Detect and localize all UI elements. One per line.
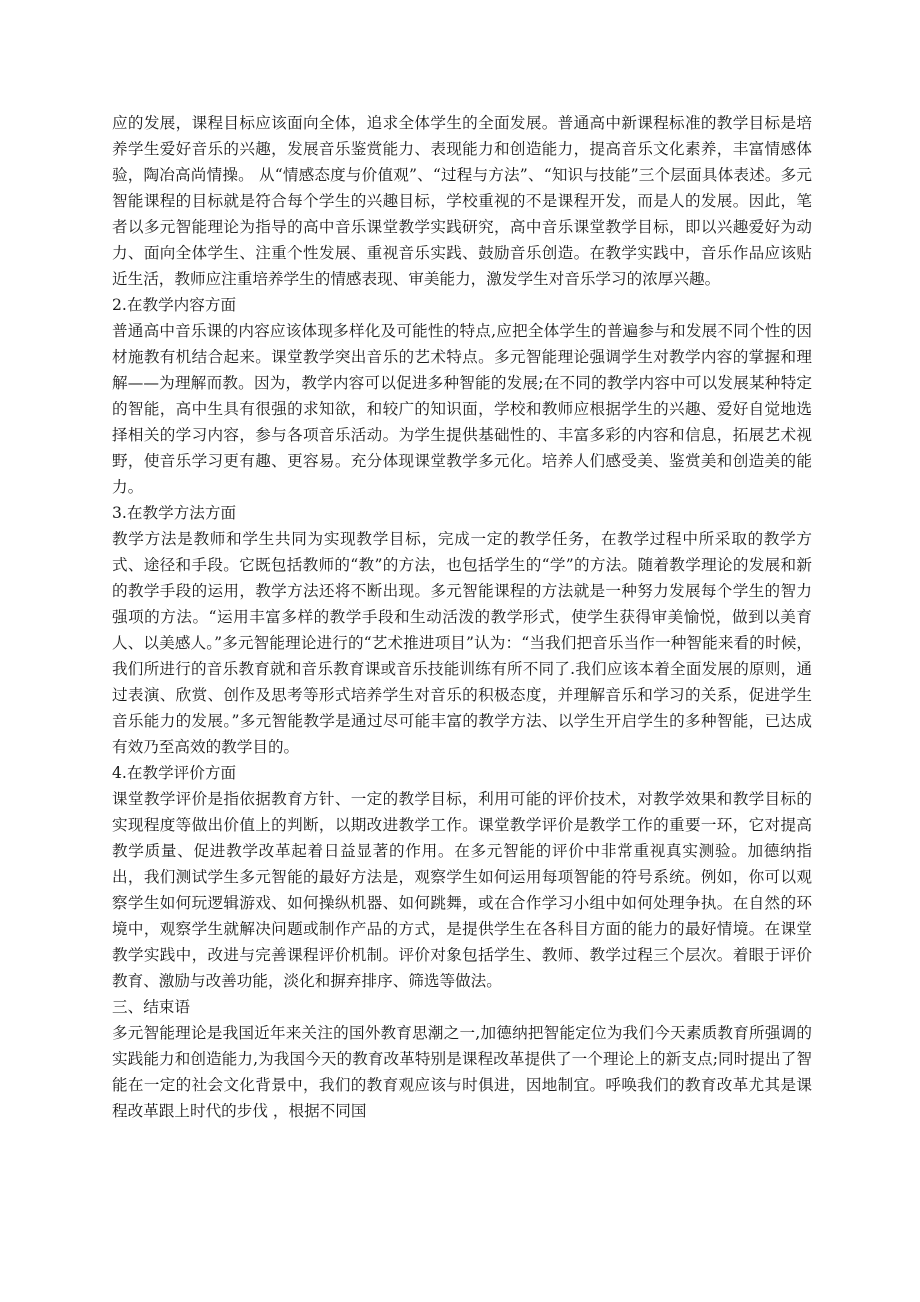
section-body-teaching-method: 教学方法是教师和学生共同为实现教学目标，完成一定的教学任务，在教学过程中所采取的教学方式、途径和手段。它既包括教师的“教”的方法，也包括学生的“学”的方法。随着教学理论的发展和新的教学手段的运用，教学方法还将不断出现。多元智能课程的方法就是一种努力发展每个学生的智力强项的方法。“运用丰富多样的教学手段和生动活泼的教学形式，使学生获得审美愉悦，做到以美育人、以美感人。”多元智能理论进行的“艺术推进项目”认为：“当我们把音乐当作一种智能来看的时候，我们所进行的音乐教育就和音乐教育课或音乐技能训练有所不同了.我们应该本着全面发展的原则，通过表演、欣赏、创作及思考等形式培养学生对音乐的积极态度，并理解音乐和学习的关系，促进学生音乐能力的发展。”多元智能教学是通过尽可能丰富的教学方法、以学生开启学生的多种智能，已达成有效乃至高效的教学目的。 <box>112 530 812 756</box>
section-heading-teaching-method: 3.在教学方法方面 <box>112 504 237 522</box>
section-body-conclusion: 多元智能理论是我国近年来关注的国外教育思潮之一,加德纳把智能定位为我们今天素质教育所强调的实践能力和创造能力,为我国今天的教育改革特别是课程改革提供了一个理论上的新支点;同时提出了智能在一定的社会文化背景中，我们的教育观应该与时俱进，因地制宜。呼唤我们的教育改革尤其是课程改革跟上时代的步伐 ，根据不同国 <box>112 1024 812 1120</box>
section-heading-conclusion: 三、结束语 <box>112 998 190 1016</box>
section-body-teaching-content: 普通高中音乐课的内容应该体现多样化及可能性的特点,应把全体学生的普遍参与和发展不同个性的因材施教有机结合起来。课堂教学突出音乐的艺术特点。多元智能理论强调学生对教学内容的掌握和理解——为理解而教。因为，教学内容可以促进多种智能的发展;在不同的教学内容中可以发展某种特定的智能，高中生具有很强的求知欲，和较广的知识面，学校和教师应根据学生的兴趣、爱好自觉地选择相关的学习内容，参与各项音乐活动。为学生提供基础性的、丰富多彩的内容和信息，拓展艺术视野，使音乐学习更有趣、更容易。充分体现课堂教学多元化。培养人们感受美、鉴赏美和创造美的能力。 <box>112 322 812 496</box>
document-page <box>112 110 812 1124</box>
section-heading-teaching-content: 2.在教学内容方面 <box>112 296 237 314</box>
section-body-teaching-evaluation: 课堂教学评价是指依据教育方针、一定的教学目标，利用可能的评价技术，对教学效果和教学目标的实现程度等做出价值上的判断，以期改进教学工作。课堂教学评价是教学工作的重要一环，它对提高教学质量、促进教学改革起着日益显著的作用。在多元智能的评价中非常重视真实测验。加德纳指出，我们测试学生多元智能的最好方法是，观察学生如何运用每项智能的符号系统。例如，你可以观察学生如何玩逻辑游戏、如何操纵机器、如何跳舞，或在合作学习小组中如何处理争执。在自然的环境中，观察学生就解决问题或制作产品的方式，是提供学生在各科目方面的能力的最好情境。在课堂教学实践中，改进与完善课程评价机制。评价对象包括学生、教师、教学过程三个层次。着眼于评价教育、激励与改善功能，淡化和摒弃排序、筛选等做法。 <box>112 790 812 990</box>
intro-paragraph: 应的发展，课程目标应该面向全体，追求全体学生的全面发展。普通高中新课程标准的教学目标是培养学生爱好音乐的兴趣，发展音乐鉴赏能力、表现能力和创造能力，提高音乐文化素养，丰富情感体验，陶冶高尚情操。 从“情感态度与价值观”、“过程与方法”、“知识与技能”三个层面具体表述。多元智能课程的目标就是符合每个学生的兴趣目标，学校重视的不是课程开发，而是人的发展。因此，笔者以多元智能理论为指导的高中音乐课堂教学实践研究，高中音乐课堂教学目标，即以兴趣爱好为动力、面向全体学生、注重个性发展、重视音乐实践、鼓励音乐创造。在教学实践中，音乐作品应该贴近生活，教师应注重培养学生的情感表现、审美能力，激发学生对音乐学习的浓厚兴趣。 <box>112 114 812 288</box>
section-heading-teaching-evaluation: 4.在教学评价方面 <box>112 764 237 782</box>
